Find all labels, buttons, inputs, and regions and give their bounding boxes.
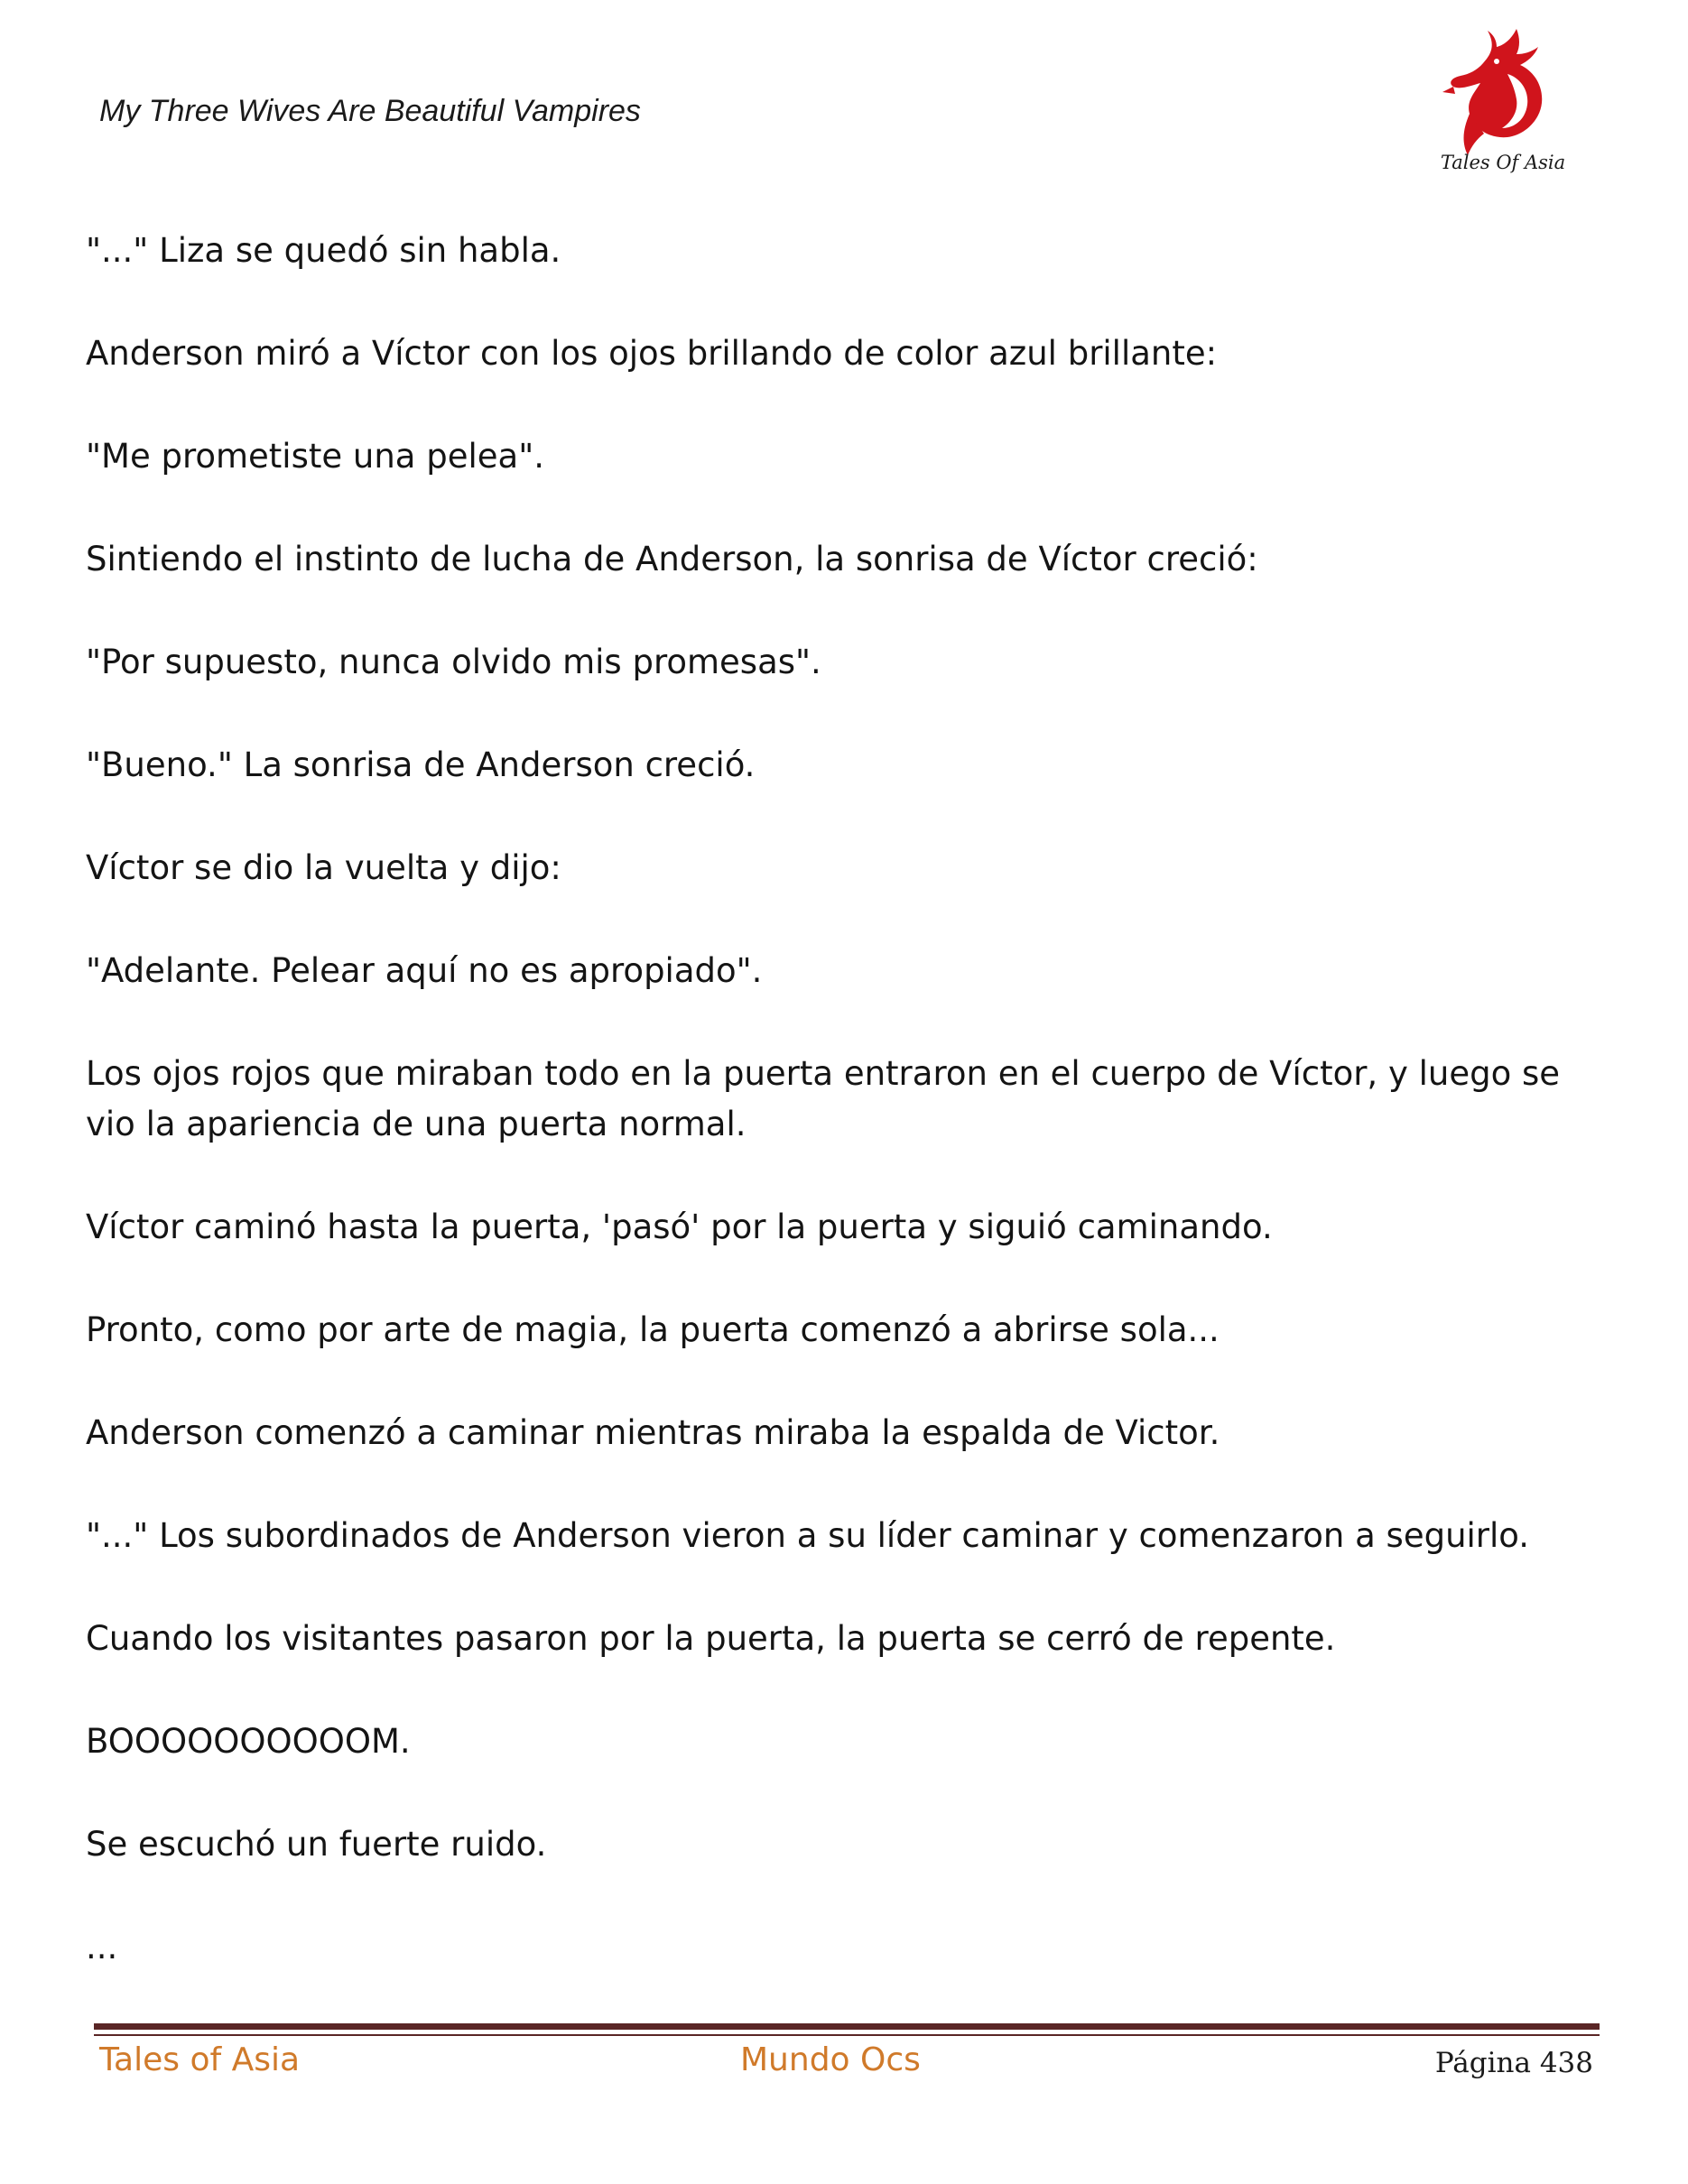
footer-rule-thin [94, 2034, 1600, 2036]
paragraph: Pronto, como por arte de magia, la puerta comenzó a abrirse sola... [86, 1310, 1220, 1349]
page-number: Página 438 [1434, 2047, 1593, 2079]
logo-text: Tales Of Asia [1440, 152, 1566, 173]
body-text [86, 226, 1602, 2025]
paragraph: Cuando los visitantes pasaron por la puerta, la puerta se cerró de repente. [86, 1619, 1336, 1658]
footer-section: Mundo Ocs [740, 2041, 921, 2078]
paragraph: Víctor caminó hasta la puerta, 'pasó' por la puerta y siguió caminando. [86, 1208, 1273, 1246]
book-title: My Three Wives Are Beautiful Vampires [99, 94, 641, 128]
paragraph: "..." Liza se quedó sin habla. [86, 231, 561, 270]
paragraph: "Me prometiste una pelea". [86, 437, 544, 476]
paragraph: BOOOOOOOOOOM. [86, 1722, 411, 1761]
paragraph: "..." Los subordinados de Anderson vieron a su líder caminar y comenzaron a seguirlo. [86, 1516, 1530, 1555]
paragraph: Víctor se dio la vuelta y dijo: [86, 848, 561, 887]
paragraph: ... [86, 1928, 118, 1967]
paragraph: Sintiendo el instinto de lucha de Anderson, la sonrisa de Víctor creció: [86, 540, 1258, 578]
footer-publisher: Tales of Asia [99, 2041, 301, 2078]
paragraph: Se escuchó un fuerte ruido. [86, 1825, 547, 1864]
paragraph: "Bueno." La sonrisa de Anderson creció. [86, 745, 756, 784]
paragraph: Los ojos rojos que miraban todo en la puerta entraron en el cuerpo de Víctor, y luego se vio la apariencia de una puerta normal. [86, 1054, 1561, 1143]
paragraph: Anderson comenzó a caminar mientras miraba la espalda de Victor. [86, 1413, 1220, 1452]
paragraph: Anderson miró a Víctor con los ojos brillando de color azul brillante: [86, 334, 1218, 373]
paragraph: "Adelante. Pelear aquí no es apropiado". [86, 951, 763, 990]
paragraph: "Por supuesto, nunca olvido mis promesas". [86, 643, 821, 681]
footer-rule [94, 2023, 1600, 2030]
